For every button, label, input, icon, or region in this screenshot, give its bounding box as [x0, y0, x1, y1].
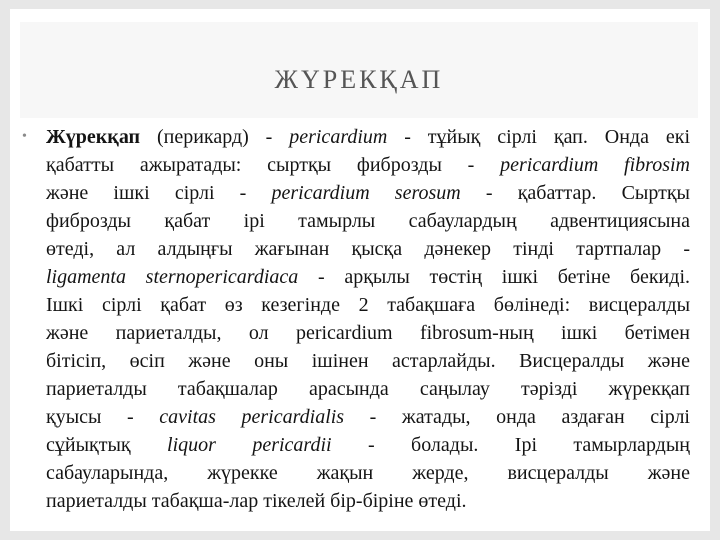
latin-term: liquor pericardii [167, 434, 332, 456]
text-line: және париеталды, ол pericardium fibrosum-ның ішкі бетімен [46, 322, 690, 344]
latin-term: cavitas pericardialis [159, 406, 345, 428]
text-line: париеталды табақшалар арасында саңылау тәрізді жүрекқап [46, 378, 690, 400]
term-bold: Жүрекқап [46, 126, 141, 148]
text-line: париеталды табақша-лар тікелей бір-біріне өтеді. [46, 490, 467, 512]
text-segment: қуысы - [46, 406, 160, 428]
text-line: фиброзды қабат ірі тамырлы сабаулардың адвентициясына [46, 210, 690, 232]
slide-title: ЖҮРЕКҚАП [274, 65, 444, 94]
text-segment: - жатады, онда аздаған сірлі [344, 406, 690, 428]
body-paragraph [22, 123, 690, 515]
bullet-icon: • [22, 129, 27, 144]
text-segment: - тұйық сірлі қап. Онда екі [387, 126, 690, 148]
text-segment: қабатты ажыратады: сыртқы фиброзды - [46, 154, 501, 176]
text-line [34, 123, 690, 151]
text-line [34, 263, 690, 291]
text-line [34, 179, 690, 207]
text-line: Ішкі сірлі қабат өз кезегінде 2 табақшаға бөлінеді: висцералды [46, 294, 690, 316]
latin-term: ligamenta sternopericardiaca [46, 266, 299, 288]
text-line [34, 403, 690, 431]
text-line [34, 151, 690, 179]
text-line: бітісіп, өсіп және оны ішінен астарлайды. Висцералды және [46, 350, 690, 372]
latin-term: pericardium serosum [271, 182, 461, 204]
text-segment: - қабаттар. Сыртқы [460, 182, 690, 204]
text-segment: және ішкі сірлі - [46, 182, 272, 204]
text-line: өтеді, ал алдыңғы жағынан қысқа дәнекер тінді тартпалар - [46, 238, 690, 260]
text-segment: - арқылы төстің ішкі бетіне бекиді. [298, 266, 690, 288]
text-segment: - болады. Ірі тамырлардың [331, 434, 690, 456]
title-band [20, 22, 698, 118]
text-line: сабауларында, жүрекке жақын жерде, висцералды және [46, 462, 690, 484]
latin-term: pericardium fibrosim [500, 154, 690, 176]
text-segment: (перикард) - [140, 126, 290, 148]
latin-term: pericardium [289, 126, 388, 148]
text-line [34, 431, 690, 459]
text-segment: сұйықтық [46, 434, 168, 456]
slide [10, 9, 710, 531]
